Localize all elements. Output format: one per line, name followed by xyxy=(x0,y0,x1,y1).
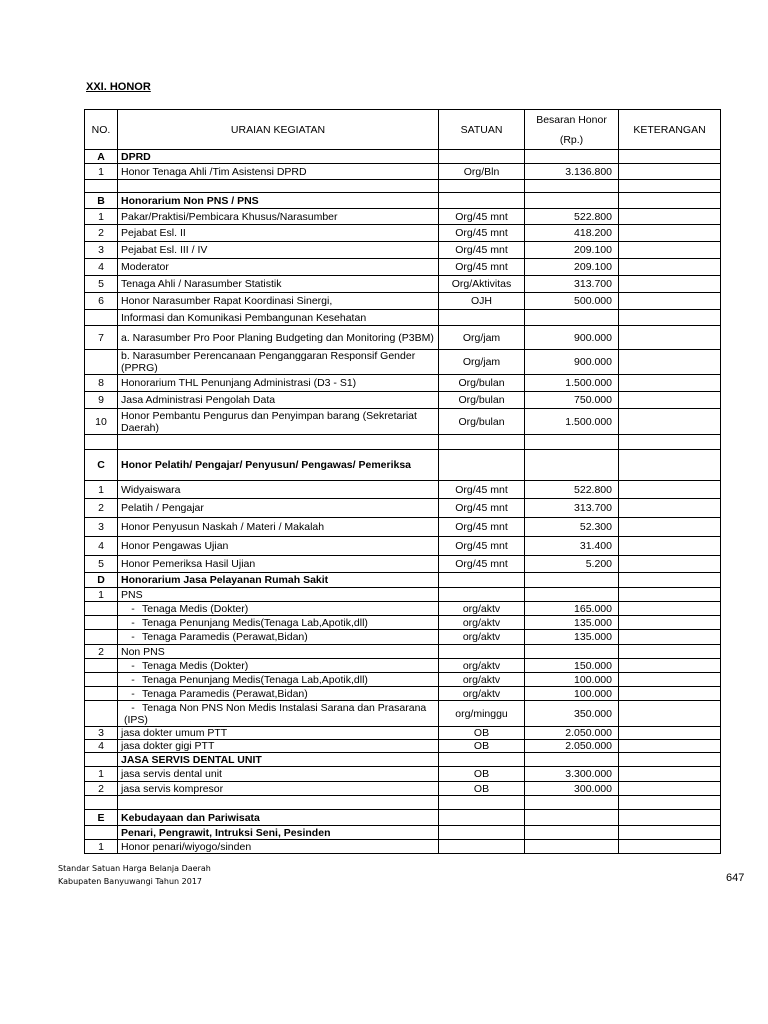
cell-satuan: OB xyxy=(439,740,525,753)
cell-uraian: jasa dokter umum PTT xyxy=(118,727,439,740)
cell-keterangan xyxy=(619,450,721,481)
section-row xyxy=(85,753,721,767)
dash-bullet: - xyxy=(131,673,135,686)
cell-no: 1 xyxy=(85,481,118,499)
cell-besaran: 1.500.000 xyxy=(525,375,619,392)
cell-satuan: Org/45 mnt xyxy=(439,242,525,259)
table-row xyxy=(85,616,721,630)
table-row xyxy=(85,225,721,242)
cell-keterangan xyxy=(619,616,721,630)
header-uraian: URAIAN KEGIATAN xyxy=(118,110,439,150)
cell-besaran: 522.800 xyxy=(525,481,619,499)
cell-keterangan xyxy=(619,392,721,409)
cell-besaran xyxy=(525,193,619,209)
cell-besaran: 5.200 xyxy=(525,556,619,573)
table-row xyxy=(85,659,721,673)
cell-uraian-text: Tenaga Penunjang Medis(Tenaga Lab,Apotik,dll) xyxy=(142,673,368,686)
cell-no: D xyxy=(85,573,118,588)
cell-uraian: jasa dokter gigi PTT xyxy=(118,740,439,753)
cell-keterangan xyxy=(619,193,721,209)
section-title: XXI. HONOR xyxy=(86,81,151,93)
cell-satuan: org/aktv xyxy=(439,673,525,687)
cell-satuan: OB xyxy=(439,727,525,740)
cell-uraian: Honorarium THL Penunjang Administrasi (D3 - S1) xyxy=(118,375,439,392)
footer-line2: Kabupaten Banyuwangi Tahun 2017 xyxy=(58,877,203,886)
cell-besaran: 350.000 xyxy=(525,701,619,727)
cell-no: 3 xyxy=(85,727,118,740)
cell-satuan: Org/bulan xyxy=(439,375,525,392)
cell-keterangan xyxy=(619,701,721,727)
cell-besaran xyxy=(525,588,619,602)
cell-satuan xyxy=(439,435,525,450)
cell-uraian: Honorarium Non PNS / PNS xyxy=(118,193,439,209)
dash-bullet: - xyxy=(131,687,135,700)
cell-keterangan xyxy=(619,840,721,854)
cell-no xyxy=(85,630,118,645)
cell-uraian: Pelatih / Pengajar xyxy=(118,499,439,518)
cell-no: 2 xyxy=(85,499,118,518)
dash-bullet: - xyxy=(131,701,135,714)
cell-no xyxy=(85,616,118,630)
cell-uraian: Honor Narasumber Rapat Koordinasi Sinergi, xyxy=(118,293,439,310)
cell-keterangan xyxy=(619,537,721,556)
cell-no: A xyxy=(85,150,118,164)
header-besaran-line2: (Rp.) xyxy=(559,133,584,146)
table-row xyxy=(85,499,721,518)
cell-satuan xyxy=(439,588,525,602)
cell-besaran: 500.000 xyxy=(525,293,619,310)
cell-besaran: 31.400 xyxy=(525,537,619,556)
cell-no: 1 xyxy=(85,840,118,854)
cell-uraian-text: Tenaga Paramedis (Perawat,Bidan) xyxy=(142,631,308,643)
cell-besaran: 135.000 xyxy=(525,630,619,645)
cell-keterangan xyxy=(619,164,721,180)
cell-keterangan xyxy=(619,740,721,753)
cell-uraian: Honorarium Jasa Pelayanan Rumah Sakit xyxy=(118,573,439,588)
table-row xyxy=(85,293,721,310)
cell-no: 3 xyxy=(85,518,118,537)
section-row xyxy=(85,450,721,481)
cell-satuan: Org/45 mnt xyxy=(439,225,525,242)
cell-keterangan xyxy=(619,350,721,375)
cell-keterangan xyxy=(619,659,721,673)
cell-keterangan xyxy=(619,573,721,588)
section-row xyxy=(85,573,721,588)
cell-uraian: Non PNS xyxy=(118,645,439,659)
cell-keterangan xyxy=(619,293,721,310)
cell-keterangan xyxy=(619,499,721,518)
cell-besaran: 900.000 xyxy=(525,350,619,375)
table-row xyxy=(85,556,721,573)
section-row xyxy=(85,826,721,840)
cell-uraian-text: Tenaga Non PNS Non Medis Instalasi Sarana dan Prasarana (IPS) xyxy=(124,701,427,726)
section-row xyxy=(85,150,721,164)
cell-keterangan xyxy=(619,673,721,687)
cell-keterangan xyxy=(619,225,721,242)
cell-uraian: a. Narasumber Pro Poor Planing Budgeting dan Monitoring (P3BM) xyxy=(118,326,439,350)
table-row xyxy=(85,687,721,701)
header-no: NO. xyxy=(85,110,118,150)
table-row xyxy=(85,673,721,687)
cell-keterangan xyxy=(619,481,721,499)
cell-keterangan xyxy=(619,180,721,193)
cell-uraian xyxy=(118,796,439,810)
cell-keterangan xyxy=(619,687,721,701)
cell-no xyxy=(85,350,118,375)
table-row xyxy=(85,796,721,810)
cell-uraian-text: Tenaga Penunjang Medis(Tenaga Lab,Apotik,dll) xyxy=(142,616,368,629)
cell-uraian: Informasi dan Komunikasi Pembangunan Kesehatan xyxy=(118,310,439,326)
cell-satuan: Org/bulan xyxy=(439,392,525,409)
page-number: 647 xyxy=(726,872,745,884)
cell-satuan: Org/45 mnt xyxy=(439,556,525,573)
cell-no: 3 xyxy=(85,242,118,259)
cell-besaran: 100.000 xyxy=(525,673,619,687)
header-besaran xyxy=(525,110,619,150)
cell-besaran: 522.800 xyxy=(525,209,619,225)
cell-besaran xyxy=(525,826,619,840)
cell-uraian: jasa servis dental unit xyxy=(118,767,439,782)
cell-besaran: 900.000 xyxy=(525,326,619,350)
cell-satuan: Org/Bln xyxy=(439,164,525,180)
cell-uraian: JASA SERVIS DENTAL UNIT xyxy=(118,753,439,767)
cell-keterangan xyxy=(619,326,721,350)
cell-keterangan xyxy=(619,150,721,164)
table-row xyxy=(85,375,721,392)
cell-uraian: DPRD xyxy=(118,150,439,164)
table-row xyxy=(85,602,721,616)
cell-satuan xyxy=(439,645,525,659)
cell-no xyxy=(85,826,118,840)
honor-table xyxy=(84,109,721,854)
table-row xyxy=(85,409,721,435)
cell-uraian xyxy=(118,602,439,616)
cell-besaran: 135.000 xyxy=(525,616,619,630)
table-row xyxy=(85,645,721,659)
dash-bullet: - xyxy=(131,659,135,672)
cell-uraian: b. Narasumber Perencanaan Penganggaran Responsif Gender (PPRG) xyxy=(118,350,439,375)
header-satuan: SATUAN xyxy=(439,110,525,150)
cell-uraian: Moderator xyxy=(118,259,439,276)
table-header-row xyxy=(85,110,721,150)
cell-besaran xyxy=(525,796,619,810)
table-row xyxy=(85,259,721,276)
cell-satuan: Org/45 mnt xyxy=(439,499,525,518)
cell-no: 1 xyxy=(85,164,118,180)
cell-uraian: jasa servis kompresor xyxy=(118,782,439,796)
table-row xyxy=(85,701,721,727)
cell-no: 9 xyxy=(85,392,118,409)
cell-keterangan xyxy=(619,276,721,293)
cell-besaran: 313.700 xyxy=(525,276,619,293)
cell-keterangan xyxy=(619,645,721,659)
cell-no: 2 xyxy=(85,782,118,796)
cell-uraian-text: Tenaga Paramedis (Perawat,Bidan) xyxy=(142,687,308,700)
dash-bullet: - xyxy=(131,616,135,629)
cell-satuan: OJH xyxy=(439,293,525,310)
cell-satuan: org/aktv xyxy=(439,687,525,701)
cell-keterangan xyxy=(619,310,721,326)
cell-besaran: 313.700 xyxy=(525,499,619,518)
dash-bullet: - xyxy=(131,602,135,615)
table-row xyxy=(85,481,721,499)
cell-keterangan xyxy=(619,630,721,645)
cell-satuan: Org/jam xyxy=(439,326,525,350)
cell-no: C xyxy=(85,450,118,481)
cell-satuan xyxy=(439,573,525,588)
cell-uraian: Pakar/Praktisi/Pembicara Khusus/Narasumber xyxy=(118,209,439,225)
cell-besaran: 418.200 xyxy=(525,225,619,242)
cell-no: 5 xyxy=(85,276,118,293)
cell-keterangan xyxy=(619,242,721,259)
table-row xyxy=(85,537,721,556)
cell-uraian: Jasa Administrasi Pengolah Data xyxy=(118,392,439,409)
cell-uraian-text: Tenaga Medis (Dokter) xyxy=(142,659,249,672)
cell-keterangan xyxy=(619,810,721,826)
table-row xyxy=(85,164,721,180)
cell-uraian xyxy=(118,673,439,687)
cell-besaran xyxy=(525,180,619,193)
cell-uraian: Pejabat Esl. III / IV xyxy=(118,242,439,259)
cell-satuan: Org/45 mnt xyxy=(439,259,525,276)
cell-no xyxy=(85,796,118,810)
table-row xyxy=(85,740,721,753)
cell-satuan xyxy=(439,180,525,193)
cell-besaran: 100.000 xyxy=(525,687,619,701)
cell-keterangan xyxy=(619,782,721,796)
cell-uraian: Kebudayaan dan Pariwisata xyxy=(118,810,439,826)
cell-keterangan xyxy=(619,409,721,435)
cell-no: 2 xyxy=(85,645,118,659)
cell-besaran xyxy=(525,840,619,854)
cell-satuan: OB xyxy=(439,782,525,796)
table-row xyxy=(85,180,721,193)
cell-no: 4 xyxy=(85,740,118,753)
dash-bullet: - xyxy=(131,631,135,643)
cell-uraian: Honor Pemeriksa Hasil Ujian xyxy=(118,556,439,573)
cell-keterangan xyxy=(619,556,721,573)
cell-besaran: 209.100 xyxy=(525,242,619,259)
cell-no xyxy=(85,659,118,673)
table-row xyxy=(85,209,721,225)
cell-besaran: 52.300 xyxy=(525,518,619,537)
table-row xyxy=(85,326,721,350)
cell-besaran: 3.136.800 xyxy=(525,164,619,180)
cell-uraian xyxy=(118,180,439,193)
cell-besaran xyxy=(525,645,619,659)
cell-satuan: org/aktv xyxy=(439,659,525,673)
table-row xyxy=(85,518,721,537)
cell-uraian-text: Tenaga Medis (Dokter) xyxy=(142,602,249,615)
section-row xyxy=(85,810,721,826)
cell-uraian: Tenaga Ahli / Narasumber Statistik xyxy=(118,276,439,293)
cell-besaran: 150.000 xyxy=(525,659,619,673)
cell-besaran xyxy=(525,310,619,326)
cell-besaran xyxy=(525,753,619,767)
cell-besaran xyxy=(525,810,619,826)
table-row xyxy=(85,350,721,375)
cell-uraian xyxy=(118,701,439,727)
cell-no: 1 xyxy=(85,588,118,602)
cell-besaran xyxy=(525,450,619,481)
cell-satuan xyxy=(439,310,525,326)
cell-keterangan xyxy=(619,753,721,767)
cell-besaran: 300.000 xyxy=(525,782,619,796)
cell-no xyxy=(85,435,118,450)
cell-uraian xyxy=(118,687,439,701)
cell-besaran: 1.500.000 xyxy=(525,409,619,435)
cell-uraian: Honor Penyusun Naskah / Materi / Makalah xyxy=(118,518,439,537)
cell-keterangan xyxy=(619,602,721,616)
cell-keterangan xyxy=(619,209,721,225)
cell-satuan: org/aktv xyxy=(439,616,525,630)
table-row xyxy=(85,782,721,796)
cell-keterangan xyxy=(619,767,721,782)
cell-besaran: 750.000 xyxy=(525,392,619,409)
cell-uraian: Widyaiswara xyxy=(118,481,439,499)
cell-besaran: 209.100 xyxy=(525,259,619,276)
cell-satuan: Org/45 mnt xyxy=(439,209,525,225)
cell-uraian: Honor penari/wiyogo/sinden xyxy=(118,840,439,854)
cell-uraian xyxy=(118,616,439,630)
cell-uraian: Penari, Pengrawit, Intruksi Seni, Pesinden xyxy=(118,826,439,840)
cell-keterangan xyxy=(619,375,721,392)
header-keterangan: KETERANGAN xyxy=(619,110,721,150)
cell-satuan: org/aktv xyxy=(439,602,525,616)
cell-no xyxy=(85,687,118,701)
cell-uraian: Pejabat Esl. II xyxy=(118,225,439,242)
cell-no: 2 xyxy=(85,225,118,242)
cell-uraian: Honor Pelatih/ Pengajar/ Penyusun/ Pengawas/ Pemeriksa xyxy=(118,450,439,481)
table-row xyxy=(85,242,721,259)
cell-besaran xyxy=(525,573,619,588)
cell-keterangan xyxy=(619,435,721,450)
cell-no xyxy=(85,180,118,193)
cell-besaran: 2.050.000 xyxy=(525,740,619,753)
cell-keterangan xyxy=(619,796,721,810)
cell-satuan: Org/45 mnt xyxy=(439,481,525,499)
table-row xyxy=(85,727,721,740)
cell-besaran: 2.050.000 xyxy=(525,727,619,740)
cell-no: 8 xyxy=(85,375,118,392)
cell-satuan: OB xyxy=(439,767,525,782)
cell-satuan: org/minggu xyxy=(439,701,525,727)
cell-keterangan xyxy=(619,259,721,276)
cell-besaran xyxy=(525,150,619,164)
table-row xyxy=(85,630,721,645)
cell-satuan: org/aktv xyxy=(439,630,525,645)
cell-no: 1 xyxy=(85,767,118,782)
cell-satuan: Org/Aktivitas xyxy=(439,276,525,293)
cell-no: 1 xyxy=(85,209,118,225)
cell-uraian: Honor Tenaga Ahli /Tim Asistensi DPRD xyxy=(118,164,439,180)
cell-satuan xyxy=(439,826,525,840)
cell-satuan xyxy=(439,150,525,164)
cell-uraian: Honor Pembantu Pengurus dan Penyimpan barang (Sekretariat Daerah) xyxy=(118,409,439,435)
cell-no xyxy=(85,602,118,616)
section-row xyxy=(85,193,721,209)
header-besaran-line1: Besaran Honor xyxy=(536,113,607,126)
cell-keterangan xyxy=(619,518,721,537)
table-row xyxy=(85,310,721,326)
table-row xyxy=(85,435,721,450)
cell-uraian: Honor Pengawas Ujian xyxy=(118,537,439,556)
cell-satuan xyxy=(439,796,525,810)
cell-no: 10 xyxy=(85,409,118,435)
cell-satuan: Org/bulan xyxy=(439,409,525,435)
table-row xyxy=(85,840,721,854)
table-row xyxy=(85,392,721,409)
cell-no: 7 xyxy=(85,326,118,350)
cell-satuan: Org/jam xyxy=(439,350,525,375)
cell-no: E xyxy=(85,810,118,826)
cell-no: 4 xyxy=(85,537,118,556)
cell-no: 6 xyxy=(85,293,118,310)
cell-uraian xyxy=(118,659,439,673)
cell-uraian xyxy=(118,435,439,450)
table-row xyxy=(85,588,721,602)
cell-keterangan xyxy=(619,727,721,740)
cell-uraian xyxy=(118,630,439,645)
cell-no xyxy=(85,673,118,687)
cell-satuan xyxy=(439,840,525,854)
cell-satuan xyxy=(439,810,525,826)
cell-no xyxy=(85,310,118,326)
cell-no: B xyxy=(85,193,118,209)
cell-keterangan xyxy=(619,826,721,840)
cell-satuan xyxy=(439,450,525,481)
cell-satuan xyxy=(439,193,525,209)
cell-no xyxy=(85,701,118,727)
footer-line1: Standar Satuan Harga Belanja Daerah xyxy=(58,864,211,873)
cell-satuan: Org/45 mnt xyxy=(439,518,525,537)
table-row xyxy=(85,276,721,293)
cell-uraian: PNS xyxy=(118,588,439,602)
cell-besaran: 3.300.000 xyxy=(525,767,619,782)
cell-keterangan xyxy=(619,588,721,602)
cell-satuan: Org/45 mnt xyxy=(439,537,525,556)
cell-no xyxy=(85,753,118,767)
table-row xyxy=(85,767,721,782)
cell-no: 4 xyxy=(85,259,118,276)
cell-besaran: 165.000 xyxy=(525,602,619,616)
cell-satuan xyxy=(439,753,525,767)
cell-no: 5 xyxy=(85,556,118,573)
cell-besaran xyxy=(525,435,619,450)
